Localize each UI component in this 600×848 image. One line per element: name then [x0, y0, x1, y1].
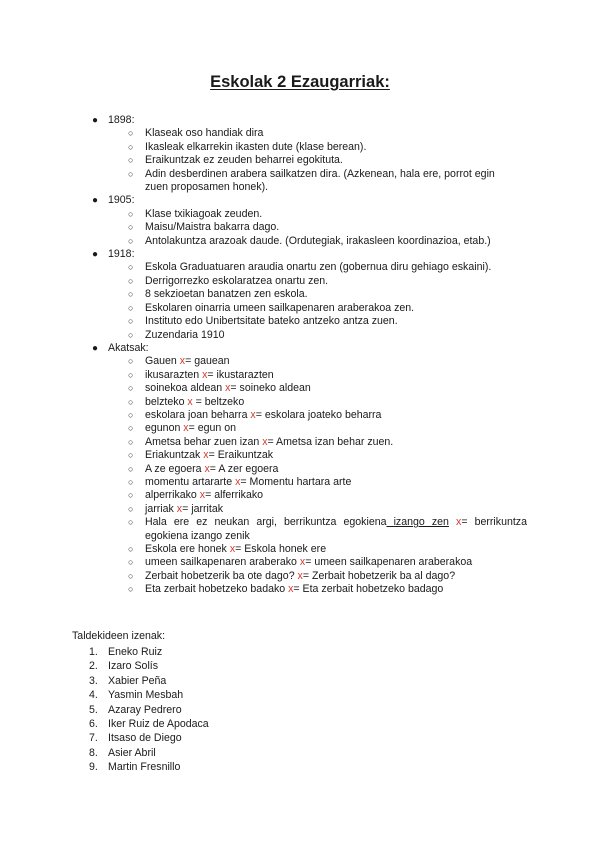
circle-bullet-icon: ○ [128, 222, 134, 233]
circle-bullet-icon: ○ [128, 544, 134, 554]
wrong-text: Ametsa behar zuen izan [145, 435, 263, 448]
team-member: 4. Yasmin Mesbah [89, 689, 184, 702]
error-mark: x [262, 435, 268, 448]
list-item: ○ Klase txikiagoak zeuden. [128, 207, 263, 220]
correct-text: = Eta zerbait hobetzeko badago [293, 583, 444, 596]
circle-bullet-icon: ○ [128, 396, 134, 407]
wrong-text: Eskola ere honek [145, 543, 230, 555]
wrong-text: A ze egoera [145, 462, 205, 475]
underlined-text: izango zen [386, 516, 449, 529]
correction-item [0, 503, 500, 516]
wrong-text: soinekoa aldean [145, 382, 226, 395]
circle-bullet-icon: ○ [128, 289, 134, 300]
correction-item [0, 516, 527, 543]
correct-text: = Momentu hartara arte [240, 475, 352, 488]
wrong-text: eskolara joan beharra [145, 408, 251, 421]
correction-item [0, 556, 500, 569]
correction-item [0, 422, 500, 435]
circle-bullet-icon: ○ [128, 436, 134, 447]
list-item: ○ Klaseak oso handiak dira [128, 127, 264, 140]
circle-bullet-icon: ○ [128, 383, 134, 394]
team-member: 5. Azaray Pedrero [89, 703, 182, 716]
bullet-icon: ● [92, 195, 99, 207]
list-item: ○ Zuzendaria 1910 [128, 328, 225, 341]
error-mark: x [225, 382, 231, 395]
list-item: ○ 8 sekzioetan banatzen zen eskola. [128, 288, 308, 301]
list-item: ○ Derrigorrezko eskolaratzea onartu zen. [128, 274, 329, 287]
circle-bullet-icon: ○ [128, 517, 134, 528]
circle-bullet-icon: ○ [128, 476, 134, 487]
circle-bullet-icon: ○ [128, 235, 134, 246]
circle-bullet-icon: ○ [128, 490, 134, 501]
wrong-text: Zerbait hobetzerik ba ote dago? [145, 569, 298, 582]
circle-bullet-icon: ○ [128, 557, 134, 568]
correct-text: = egun on [188, 422, 237, 435]
error-mark: x [199, 489, 206, 502]
correct-text: = Eskola honek ere [235, 543, 327, 555]
correct-text: = beltzeko [192, 395, 245, 408]
team-member: 8. Asier Abril [89, 746, 156, 759]
wrong-text: Eriakuntzak [145, 449, 204, 462]
correction-item [0, 355, 500, 368]
circle-bullet-icon: ○ [128, 155, 134, 166]
error-mark: x [187, 395, 193, 408]
error-mark: x [176, 502, 183, 515]
error-mark: x [297, 569, 303, 582]
correct-text: = soineko aldean [230, 382, 311, 395]
wrong-text: Eta zerbait hobetzeko badako [145, 583, 289, 596]
correct-text: = jarritak [182, 502, 224, 515]
circle-bullet-icon: ○ [128, 423, 134, 434]
correct-text: = Zerbait hobetzerik ba al dago? [302, 569, 456, 582]
circle-bullet-icon: ○ [128, 570, 134, 581]
team-member: 9. Martin Fresnillo [89, 761, 181, 774]
correct-text: = berrikuntza egokiena izango zenik [145, 516, 527, 542]
list-item: ○ Maisu/Maistra bakarra dago. [128, 221, 280, 234]
correct-text: = Ametsa izan behar zuen. [267, 435, 394, 448]
team-member: 2. Izaro Solís [89, 660, 159, 673]
document-title: Eskolak 2 Ezaugarriak: [210, 73, 390, 91]
team-list [0, 645, 209, 775]
circle-bullet-icon: ○ [128, 450, 134, 461]
outline-list [0, 114, 600, 597]
circle-bullet-icon: ○ [128, 168, 134, 179]
team-member: 6. Iker Ruiz de Apodaca [89, 718, 209, 731]
correction-item [0, 449, 500, 462]
wrong-text: Gauen [145, 355, 180, 368]
wrong-text: momentu artararte [145, 475, 236, 488]
error-mark: x [299, 556, 306, 569]
error-mark: x [183, 422, 189, 435]
list-item: ○ Eskola Graduatuaren araudia onartu zen (gobernua diru gehiago eskaini). [128, 261, 492, 274]
circle-bullet-icon: ○ [128, 128, 134, 139]
list-item: ○ Instituto edo Unibertsitate bateko antzeko antza zuen. [128, 315, 398, 328]
team-member: 3. Xabier Peña [89, 674, 167, 687]
error-mark: x [288, 583, 294, 596]
error-mark: x [229, 543, 236, 555]
list-item: ○ Eraikuntzak ez zeuden beharrei egokituta. [128, 154, 343, 167]
wrong-text: ikusarazten [145, 368, 203, 381]
correct-text: = eskolara joateko beharra [255, 408, 382, 421]
correction-item [0, 369, 500, 382]
circle-bullet-icon: ○ [128, 409, 134, 420]
team-member: 7. Itsaso de Diego [89, 732, 182, 745]
wrong-text: egunon [145, 422, 184, 435]
section-1905-heading: ● 1905: [92, 194, 135, 207]
section-1898-heading: ● 1898: [92, 114, 135, 126]
circle-bullet-icon: ○ [128, 141, 134, 152]
circle-bullet-icon: ○ [128, 262, 134, 273]
list-item: ○ Adin desberdinen arabera sailkatzen dira. (Azkenean, hala ere, porrot egin zuen proposamen honek). [128, 167, 495, 194]
error-mark: x [179, 355, 186, 368]
circle-bullet-icon: ○ [128, 208, 134, 219]
error-mark: x [204, 462, 210, 475]
error-mark: x [235, 475, 241, 488]
correction-item [0, 570, 500, 583]
correct-text: = alferrikako [205, 489, 264, 502]
error-mark: x [203, 449, 209, 462]
section-akatsak-heading: ● Akatsak: [92, 341, 149, 354]
circle-bullet-icon: ○ [128, 302, 134, 313]
wrong-text: alperrikako [145, 489, 200, 502]
corrections-list [0, 355, 600, 596]
correct-text: = A zer egoera [209, 462, 279, 475]
bullet-icon: ● [92, 342, 99, 354]
error-mark: x [456, 516, 462, 529]
list-item: ○ Antolakuntza arazoak daude. (Ordutegiak, irakasleen koordinazioa, etab.) [128, 234, 491, 247]
error-mark: x [250, 408, 256, 421]
correct-text: = gauean [185, 355, 230, 368]
correct-text: = umeen sailkapenaren araberakoa [305, 556, 473, 569]
circle-bullet-icon: ○ [128, 463, 134, 474]
wrong-text: belzteko [145, 395, 188, 408]
correction-item [0, 543, 500, 556]
circle-bullet-icon: ○ [128, 369, 134, 380]
correction-item [0, 463, 500, 476]
circle-bullet-icon: ○ [128, 275, 134, 286]
bullet-icon: ● [92, 115, 99, 126]
correction-item [0, 436, 500, 449]
circle-bullet-icon: ○ [128, 584, 134, 595]
section-1918-heading: ● 1918: [92, 248, 135, 261]
correct-text: = ikustarazten [207, 368, 274, 381]
circle-bullet-icon: ○ [128, 356, 134, 367]
error-mark: x [202, 368, 208, 381]
correction-item [0, 476, 500, 489]
list-item: ○ Eskolaren oinarria umeen sailkapenaren araberakoa zen. [128, 301, 415, 314]
team-member: 1. Eneko Ruiz [89, 646, 163, 658]
wrong-text: jarriak [145, 502, 177, 515]
team-heading: Taldekideen izenak: [72, 630, 166, 642]
correct-text: = Eraikuntzak [208, 449, 274, 462]
bullet-icon: ● [92, 249, 99, 261]
circle-bullet-icon: ○ [128, 503, 134, 514]
circle-bullet-icon: ○ [128, 329, 134, 340]
list-item: ○ Ikasleak elkarrekin ikasten dute (klase berean). [128, 140, 367, 153]
correction-item [0, 583, 500, 596]
correction-item [0, 409, 500, 422]
wrong-text: Hala ere ez neukan argi, berrikuntza egokiena [145, 516, 387, 529]
wrong-text: umeen sailkapenaren araberako [145, 556, 300, 569]
correction-item [0, 396, 500, 409]
correction-item [0, 489, 500, 502]
circle-bullet-icon: ○ [128, 316, 134, 327]
correction-item [0, 382, 500, 395]
